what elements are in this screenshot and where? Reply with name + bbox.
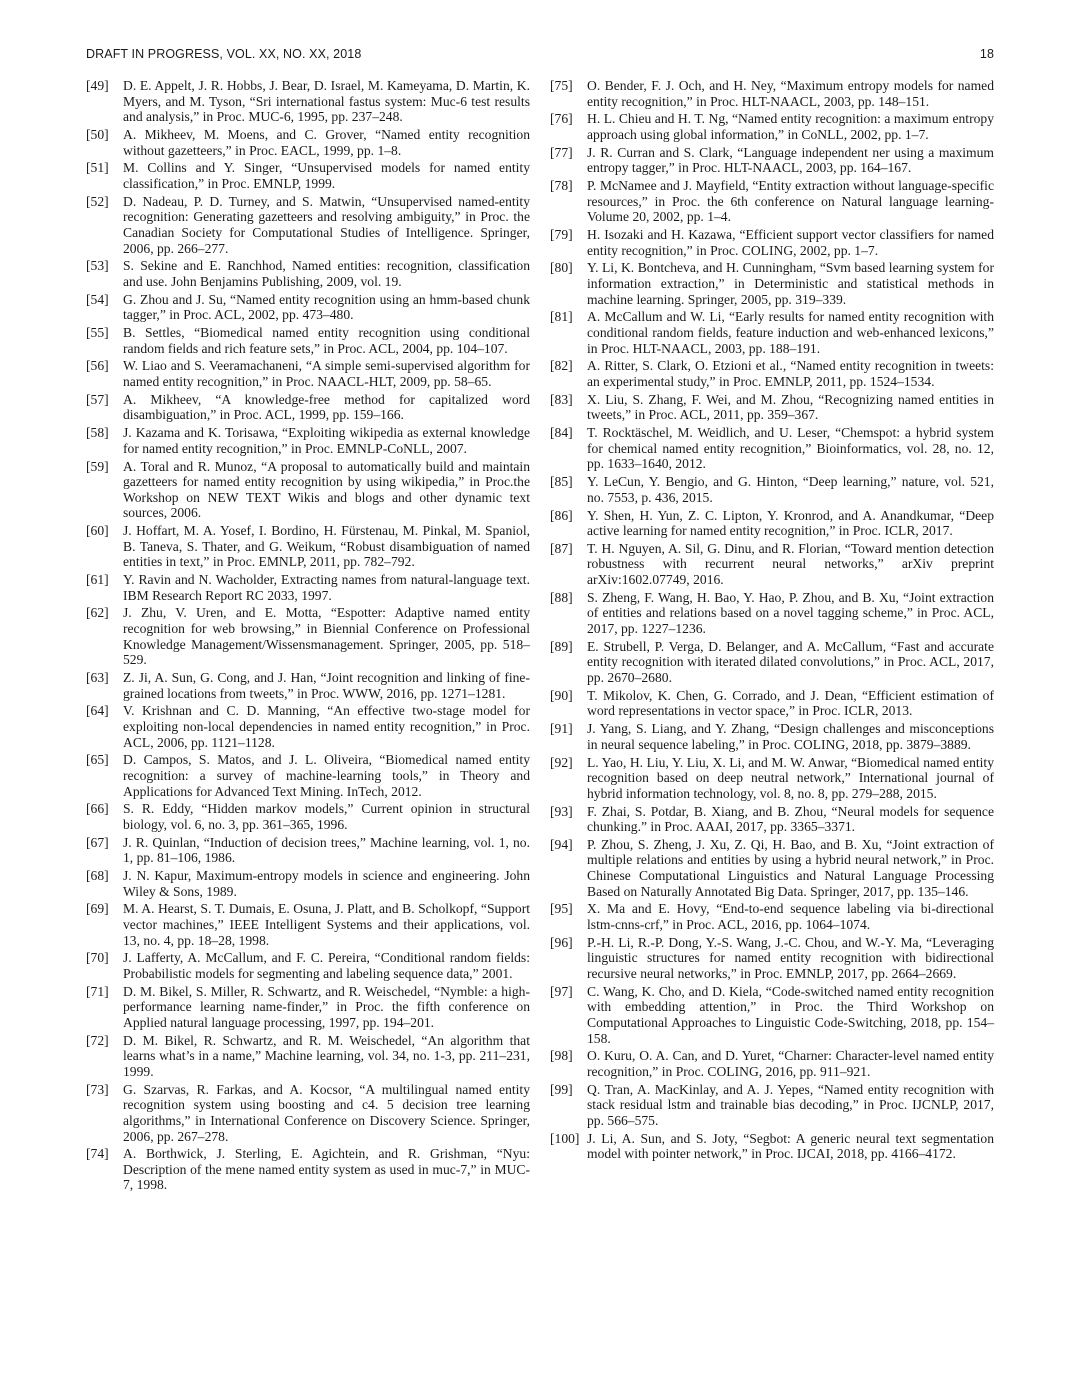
reference-entry	[86, 523, 530, 570]
reference-text: F. Zhai, S. Potdar, B. Xiang, and B. Zhou, “Neural models for sequence chunking.” in Proc. AAAI, 2017, pp. 3365–3371.	[587, 803, 994, 835]
reference-number: [100]	[550, 1130, 580, 1146]
reference-text: S. Zheng, F. Wang, H. Bao, Y. Hao, P. Zhou, and B. Xu, “Joint extraction of entities and relations based on a novel tagging scheme,” in Proc. ACL, 2017, pp. 1227–1236.	[587, 589, 994, 637]
reference-text: O. Kuru, O. A. Can, and D. Yuret, “Charner: Character-level named entity recognition,” in Proc. COLING, 2016, pp. 911–921.	[587, 1048, 994, 1079]
reference-text: J. Li, A. Sun, and S. Joty, “Segbot: A generic neural text segmentation model with pointer network,” in Proc. IJCAI, 2018, pp. 4166–4172.	[587, 1130, 994, 1162]
reference-entry	[86, 605, 530, 667]
reference-text: P. Zhou, S. Zheng, J. Xu, Z. Qi, H. Bao, and B. Xu, “Joint extraction of multiple relations and entities by using a hybrid neural network,” in Proc. Chinese Computational Linguistics and Natural Language Processing Based on Naturally Annotated Big Data. Springer, 2017, pp. 135–146.	[587, 836, 994, 899]
reference-number: [53]	[86, 258, 109, 274]
reference-text: J. R. Quinlan, “Induction of decision trees,” Machine learning, vol. 1, no. 1, pp. 81–106, 1986.	[123, 834, 530, 866]
references-right-column	[550, 78, 994, 1164]
reference-number: [56]	[86, 358, 109, 374]
reference-text: J. Zhu, V. Uren, and E. Motta, “Espotter: Adaptive named entity recognition for web browsing,” in Biennial Conference on Professional Knowledge Management/Wissensmanagement. Springer, 2005, pp. 518–529.	[123, 605, 530, 668]
reference-number: [76]	[550, 111, 573, 127]
reference-entry	[550, 804, 994, 835]
reference-number: [49]	[86, 78, 109, 93]
reference-number: [71]	[86, 983, 109, 999]
reference-text: E. Strubell, P. Verga, D. Belanger, and A. McCallum, “Fast and accurate entity recognition with iterated dilated convolutions,” in Proc. ACL, 2017, pp. 2670–2680.	[587, 638, 994, 685]
reference-entry	[550, 837, 994, 899]
reference-number: [51]	[86, 160, 109, 176]
reference-entry	[550, 541, 994, 588]
reference-entry	[86, 78, 530, 125]
reference-entry	[86, 835, 530, 866]
reference-entry	[550, 178, 994, 225]
reference-entry	[86, 127, 530, 158]
reference-number: [67]	[86, 834, 109, 850]
reference-number: [75]	[550, 78, 573, 93]
reference-entry	[86, 670, 530, 701]
reference-number: [87]	[550, 540, 573, 556]
reference-number: [88]	[550, 589, 573, 605]
reference-number: [79]	[550, 227, 573, 243]
reference-text: S. Sekine and E. Ranchhod, Named entities: recognition, classification and use. John Benjamins Publishing, 2009, vol. 19.	[123, 258, 530, 289]
reference-entry	[86, 1146, 530, 1193]
page-number: 18	[979, 47, 994, 61]
reference-entry	[550, 474, 994, 505]
reference-entry	[86, 1033, 530, 1080]
reference-number: [68]	[86, 868, 109, 884]
reference-entry	[86, 1082, 530, 1144]
reference-entry	[550, 508, 994, 539]
reference-number: [60]	[86, 523, 109, 539]
reference-text: J. N. Kapur, Maximum-entropy models in science and engineering. John Wiley & Sons, 1989.	[123, 868, 530, 899]
reference-entry	[550, 901, 994, 932]
reference-entry	[86, 358, 530, 389]
reference-number: [93]	[550, 803, 573, 819]
reference-number: [85]	[550, 474, 573, 490]
reference-text: J. Yang, S. Liang, and Y. Zhang, “Design challenges and misconceptions in neural sequence labeling,” in Proc. COLING, 2018, pp. 3879–3889.	[587, 721, 994, 752]
reference-number: [50]	[86, 126, 109, 142]
reference-text: Y. Ravin and N. Wacholder, Extracting names from natural-language text. IBM Research Report RC 2033, 1997.	[123, 572, 530, 603]
reference-entry	[86, 984, 530, 1031]
running-header	[86, 47, 994, 65]
reference-text: D. E. Appelt, J. R. Hobbs, J. Bear, D. Israel, M. Kameyama, D. Martin, K. Myers, and M. Tyson, “Sri international fastus system: Muc-6 test results and analysis,” in Proc. MUC-6, 1995, pp. 237–248.	[123, 78, 530, 125]
reference-text: T. Rocktäschel, M. Weidlich, and U. Leser, “Chemspot: a hybrid system for chemical named entity recognition,” Bioinformatics, vol. 28, no. 12, pp. 1633–1640, 2012.	[587, 425, 994, 472]
reference-number: [64]	[86, 703, 109, 719]
reference-entry	[550, 227, 994, 258]
reference-text: D. Nadeau, P. D. Turney, and S. Matwin, “Unsupervised named-entity recognition: Generating gazetteers and resolving ambiguity,” in Proc. the Canadian Society for Computational Studies of Intelligence. Springer, 2006, pp. 266–277.	[123, 193, 530, 256]
reference-number: [98]	[550, 1048, 573, 1064]
reference-entry	[550, 78, 994, 109]
reference-text: A. Mikheev, “A knowledge-free method for capitalized word disambiguation,” in Proc. ACL, 1999, pp. 159–166.	[123, 391, 530, 423]
reference-text: G. Zhou and J. Su, “Named entity recognition using an hmm-based chunk tagger,” in Proc. ACL, 2002, pp. 473–480.	[123, 291, 530, 323]
reference-number: [97]	[550, 983, 573, 999]
reference-entry	[86, 325, 530, 356]
reference-number: [66]	[86, 801, 109, 817]
reference-number: [65]	[86, 752, 109, 768]
reference-text: W. Liao and S. Veeramachaneni, “A simple semi-supervised algorithm for named entity recognition,” in Proc. NAACL-HLT, 2009, pp. 58–65.	[123, 358, 530, 389]
reference-text: T. H. Nguyen, A. Sil, G. Dinu, and R. Florian, “Toward mention detection robustness with recurrent neural networks,” arXiv preprint arXiv:1602.07749, 2016.	[587, 540, 994, 588]
reference-number: [72]	[86, 1032, 109, 1048]
reference-number: [91]	[550, 721, 573, 737]
reference-number: [73]	[86, 1081, 109, 1097]
reference-number: [54]	[86, 291, 109, 307]
references-left-column	[86, 78, 530, 1195]
reference-entry	[550, 111, 994, 142]
reference-entry	[550, 721, 994, 752]
reference-number: [59]	[86, 458, 109, 474]
reference-number: [84]	[550, 425, 573, 441]
reference-text: P.-H. Li, R.-P. Dong, Y.-S. Wang, J.-C. Chou, and W.-Y. Ma, “Leveraging linguistic structures for named entity recognition with bidirectional recursive neural networks,” in Proc. EMNLP, 2017, pp. 2664–2669.	[587, 934, 994, 981]
reference-entry	[550, 1131, 994, 1162]
reference-text: A. Ritter, S. Clark, O. Etzioni et al., “Named entity recognition in tweets: an experimental study,” in Proc. EMNLP, 2011, pp. 1524–1534.	[587, 358, 994, 389]
reference-text: Y. LeCun, Y. Bengio, and G. Hinton, “Deep learning,” nature, vol. 521, no. 7553, p. 436, 2015.	[587, 474, 994, 505]
reference-entry	[86, 258, 530, 289]
reference-number: [57]	[86, 391, 109, 407]
reference-entry	[550, 935, 994, 982]
reference-text: D. M. Bikel, R. Schwartz, and R. M. Weischedel, “An algorithm that learns what’s in a name,” Machine learning, vol. 34, no. 1-3, pp. 211–231, 1999.	[123, 1032, 530, 1079]
reference-text: Y. Li, K. Bontcheva, and H. Cunningham, “Svm based learning system for information extraction,” in Deterministic and statistical methods in machine learning. Springer, 2005, pp. 319–339.	[587, 260, 994, 307]
reference-text: H. Isozaki and H. Kazawa, “Efficient support vector classifiers for named entity recognition,” in Proc. COLING, 2002, pp. 1–7.	[587, 227, 994, 258]
journal-info: DRAFT IN PROGRESS, VOL. XX, NO. XX, 2018	[86, 47, 362, 61]
reference-entry	[86, 801, 530, 832]
reference-number: [78]	[550, 178, 573, 194]
reference-entry	[550, 425, 994, 472]
reference-text: T. Mikolov, K. Chen, G. Corrado, and J. Dean, “Efficient estimation of word representations in vector space,” in Proc. ICLR, 2013.	[587, 687, 994, 719]
reference-number: [99]	[550, 1081, 573, 1097]
reference-number: [74]	[86, 1146, 109, 1162]
reference-entry	[550, 688, 994, 719]
reference-number: [80]	[550, 260, 573, 276]
reference-text: A. Mikheev, M. Moens, and C. Grover, “Named entity recognition without gazetteers,” in Proc. EACL, 1999, pp. 1–8.	[123, 126, 530, 158]
reference-entry	[86, 194, 530, 256]
reference-text: X. Liu, S. Zhang, F. Wei, and M. Zhou, “Recognizing named entities in tweets,” in Proc. ACL, 2011, pp. 359–367.	[587, 391, 994, 423]
reference-text: B. Settles, “Biomedical named entity recognition using conditional random fields and rich feature sets,” in Proc. ACL, 2004, pp. 104–107.	[123, 325, 530, 356]
reference-number: [94]	[550, 836, 573, 852]
reference-number: [70]	[86, 950, 109, 966]
reference-number: [62]	[86, 605, 109, 621]
reference-entry	[550, 1082, 994, 1129]
reference-entry	[550, 1048, 994, 1079]
reference-text: Q. Tran, A. MacKinlay, and A. J. Yepes, “Named entity recognition with stack residual lstm and trainable bias decoding,” in Proc. IJCNLP, 2017, pp. 566–575.	[587, 1081, 994, 1128]
reference-number: [63]	[86, 670, 109, 685]
reference-entry	[86, 868, 530, 899]
reference-number: [61]	[86, 572, 109, 588]
reference-text: X. Ma and E. Hovy, “End-to-end sequence labeling via bi-directional lstm-cnns-crf,” in Proc. ACL, 2016, pp. 1064–1074.	[587, 901, 994, 933]
reference-text: M. A. Hearst, S. T. Dumais, E. Osuna, J. Platt, and B. Scholkopf, “Support vector machines,” IEEE Intelligent Systems and their applications, vol. 13, no. 4, pp. 18–28, 1998.	[123, 901, 530, 948]
reference-text: M. Collins and Y. Singer, “Unsupervised models for named entity classification,” in Proc. EMNLP, 1999.	[123, 160, 530, 191]
reference-entry	[550, 145, 994, 176]
reference-entry	[86, 459, 530, 521]
reference-number: [96]	[550, 934, 573, 950]
reference-entry	[86, 950, 530, 981]
reference-entry	[86, 160, 530, 191]
reference-entry	[86, 292, 530, 323]
reference-number: [69]	[86, 901, 109, 917]
reference-text: A. Borthwick, J. Sterling, E. Agichtein, and R. Grishman, “Nyu: Description of the mene named entity system as used in muc-7,” in MUC-7, 1998.	[123, 1146, 530, 1193]
reference-number: [92]	[550, 754, 573, 770]
reference-text: J. Hoffart, M. A. Yosef, I. Bordino, H. Fürstenau, M. Pinkal, M. Spaniol, B. Taneva, S. Thater, and G. Weikum, “Robust disambiguation of named entities in text,” in Proc. EMNLP, 2011, pp. 782–792.	[123, 523, 530, 570]
reference-number: [52]	[86, 193, 109, 209]
reference-entry	[550, 392, 994, 423]
reference-entry	[86, 572, 530, 603]
reference-number: [90]	[550, 687, 573, 703]
reference-number: [81]	[550, 309, 573, 325]
reference-text: C. Wang, K. Cho, and D. Kiela, “Code-switched named entity recognition with embedding attention,” in Proc. the Third Workshop on Computational Approaches to Linguistic Code-Switching, 2018, pp. 154–158.	[587, 983, 994, 1046]
reference-text: L. Yao, H. Liu, Y. Liu, X. Li, and M. W. Anwar, “Biomedical named entity recognition based on deep neutral network,” International journal of hybrid information technology, vol. 8, no. 8, pp. 279–288, 2015.	[587, 754, 994, 801]
reference-text: H. L. Chieu and H. T. Ng, “Named entity recognition: a maximum entropy approach using global information,” in CoNLL, 2002, pp. 1–7.	[587, 111, 994, 142]
reference-entry	[86, 703, 530, 750]
reference-entry	[550, 639, 994, 686]
reference-entry	[550, 755, 994, 802]
reference-text: J. R. Curran and S. Clark, “Language independent ner using a maximum entropy tagger,” in Proc. HLT-NAACL, 2003, pp. 164–167.	[587, 144, 994, 176]
reference-text: G. Szarvas, R. Farkas, and A. Kocsor, “A multilingual named entity recognition system using boosting and c4. 5 decision tree learning algorithms,” in International Conference on Discovery Science. Springer, 2006, pp. 267–278.	[123, 1081, 530, 1144]
reference-text: A. McCallum and W. Li, “Early results for named entity recognition with conditional random fields, feature induction and web-enhanced lexicons,” in Proc. HLT-NAACL, 2003, pp. 188–191.	[587, 309, 994, 356]
reference-text: J. Lafferty, A. McCallum, and F. C. Pereira, “Conditional random fields: Probabilistic models for segmenting and labeling sequence data,” 2001.	[123, 950, 530, 981]
reference-number: [89]	[550, 638, 573, 654]
reference-text: P. McNamee and J. Mayfield, “Entity extraction without language-specific resources,” in Proc. the 6th conference on Natural language learning-Volume 20, 2002, pp. 1–4.	[587, 178, 994, 225]
reference-text: O. Bender, F. J. Och, and H. Ney, “Maximum entropy models for named entity recognition,” in Proc. HLT-NAACL, 2003, pp. 148–151.	[587, 78, 994, 109]
reference-entry	[86, 425, 530, 456]
reference-text: D. Campos, S. Matos, and J. L. Oliveira, “Biomedical named entity recognition: a survey of machine-learning tools,” in Theory and Applications for Advanced Text Mining. InTech, 2012.	[123, 752, 530, 799]
reference-entry	[86, 901, 530, 948]
reference-text: S. R. Eddy, “Hidden markov models,” Current opinion in structural biology, vol. 6, no. 3, pp. 361–365, 1996.	[123, 801, 530, 832]
reference-text: Z. Ji, A. Sun, G. Cong, and J. Han, “Joint recognition and linking of fine-grained locations from tweets,” in Proc. WWW, 2016, pp. 1271–1281.	[123, 670, 530, 701]
reference-number: [82]	[550, 358, 573, 374]
reference-number: [58]	[86, 425, 109, 441]
reference-number: [86]	[550, 507, 573, 523]
reference-entry	[86, 392, 530, 423]
reference-entry	[550, 309, 994, 356]
reference-text: D. M. Bikel, S. Miller, R. Schwartz, and R. Weischedel, “Nymble: a high-performance learning name-finder,” in Proc. the fifth conference on Applied natural language processing, 1997, pp. 194–201.	[123, 983, 530, 1030]
reference-entry	[86, 752, 530, 799]
reference-number: [55]	[86, 325, 109, 341]
reference-text: Y. Shen, H. Yun, Z. C. Lipton, Y. Kronrod, and A. Anandkumar, “Deep active learning for named entity recognition,” in Proc. ICLR, 2017.	[587, 507, 994, 539]
reference-entry	[550, 590, 994, 637]
reference-text: J. Kazama and K. Torisawa, “Exploiting wikipedia as external knowledge for named entity recognition,” in Proc. EMNLP-CoNLL, 2007.	[123, 425, 530, 456]
reference-number: [83]	[550, 391, 573, 407]
reference-number: [77]	[550, 144, 573, 160]
reference-text: V. Krishnan and C. D. Manning, “An effective two-stage model for exploiting non-local dependencies in named entity recognition,” in Proc. ACL, 2006, pp. 1121–1128.	[123, 703, 530, 750]
reference-entry	[550, 358, 994, 389]
reference-entry	[550, 984, 994, 1046]
reference-text: A. Toral and R. Munoz, “A proposal to automatically build and maintain gazetteers for named entity recognition by using wikipedia,” in Proc.the Workshop on NEW TEXT Wikis and blogs and other dynamic text sources, 2006.	[123, 458, 530, 521]
reference-entry	[550, 260, 994, 307]
reference-number: [95]	[550, 901, 573, 917]
